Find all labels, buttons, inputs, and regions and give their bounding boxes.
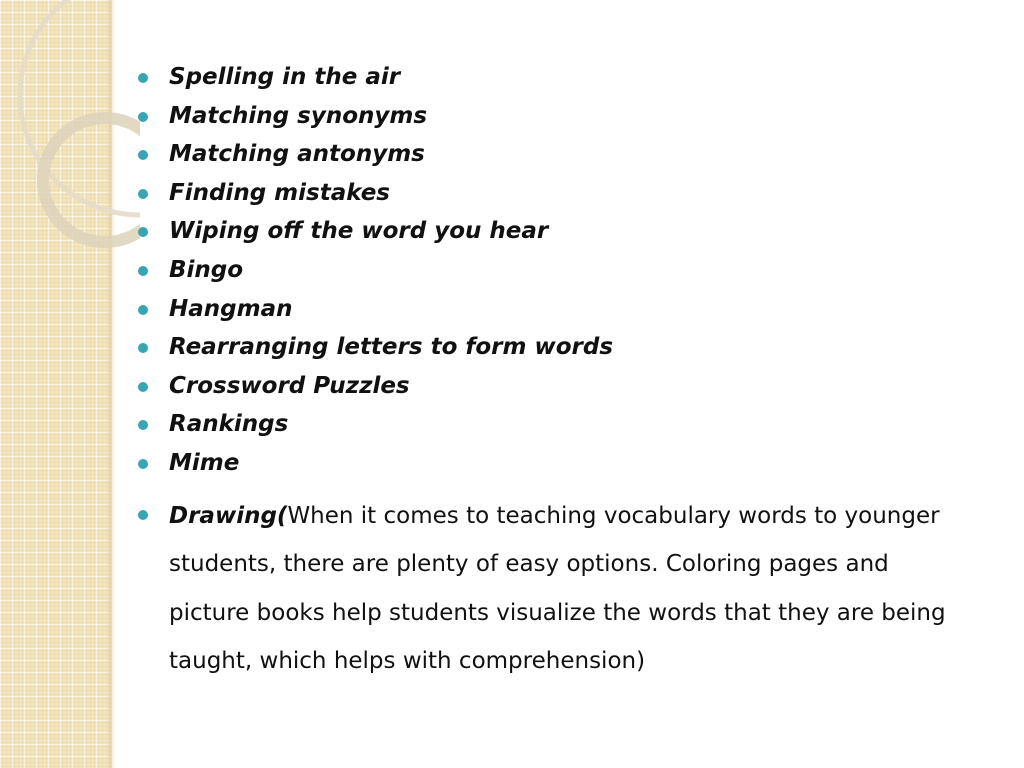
bullet-dot-icon: [138, 343, 148, 353]
list-item-label: Wiping off the word you hear: [169, 218, 549, 245]
bullet-dot-icon: [138, 266, 148, 276]
bullet-dot-icon: [138, 150, 148, 160]
list-item: [138, 444, 998, 483]
list-item-label: Rankings: [169, 411, 289, 438]
bullet-dot-icon: [138, 189, 148, 199]
list-item: [138, 212, 998, 251]
activity-list: [138, 58, 998, 483]
decorative-rings: [0, 0, 140, 260]
list-item-label: Hangman: [169, 295, 293, 322]
bullet-dot-icon: [138, 459, 148, 469]
list-item-label: Finding mistakes: [169, 179, 390, 206]
list-item-label: Matching antonyms: [169, 141, 425, 168]
drawing-paragraph: [138, 492, 959, 686]
list-item-label: Rearranging letters to form words: [169, 334, 614, 361]
list-item-label: Bingo: [169, 256, 244, 283]
list-item-label: Mime: [169, 449, 240, 476]
slide-content: [138, 58, 998, 686]
bullet-dot-icon: [138, 73, 148, 83]
bullet-dot-icon: [138, 382, 148, 392]
list-item: [138, 328, 998, 367]
list-item: [138, 174, 998, 213]
list-item: [138, 367, 998, 406]
bullet-dot-icon: [138, 112, 148, 122]
list-item-label: Crossword Puzzles: [169, 372, 410, 399]
list-item-label: Spelling in the air: [169, 64, 401, 90]
drawing-heading: Drawing(: [169, 502, 288, 529]
list-item: [138, 290, 998, 329]
bullet-dot-icon: [138, 420, 148, 430]
bullet-dot-icon: [138, 227, 148, 237]
list-item: [138, 405, 998, 444]
drawing-description: When it comes to teaching vocabulary words to younger students, there are plenty of easy options. Coloring pages and picture books help students visualize the words that they are being taught, which helps with comprehension): [169, 502, 946, 675]
list-item-label: Matching synonyms: [169, 102, 428, 129]
list-item: [138, 97, 998, 136]
list-item: [138, 58, 998, 97]
list-item: [138, 135, 998, 174]
bullet-dot-icon: [138, 510, 148, 520]
bullet-dot-icon: [138, 305, 148, 315]
list-item: [138, 251, 998, 290]
